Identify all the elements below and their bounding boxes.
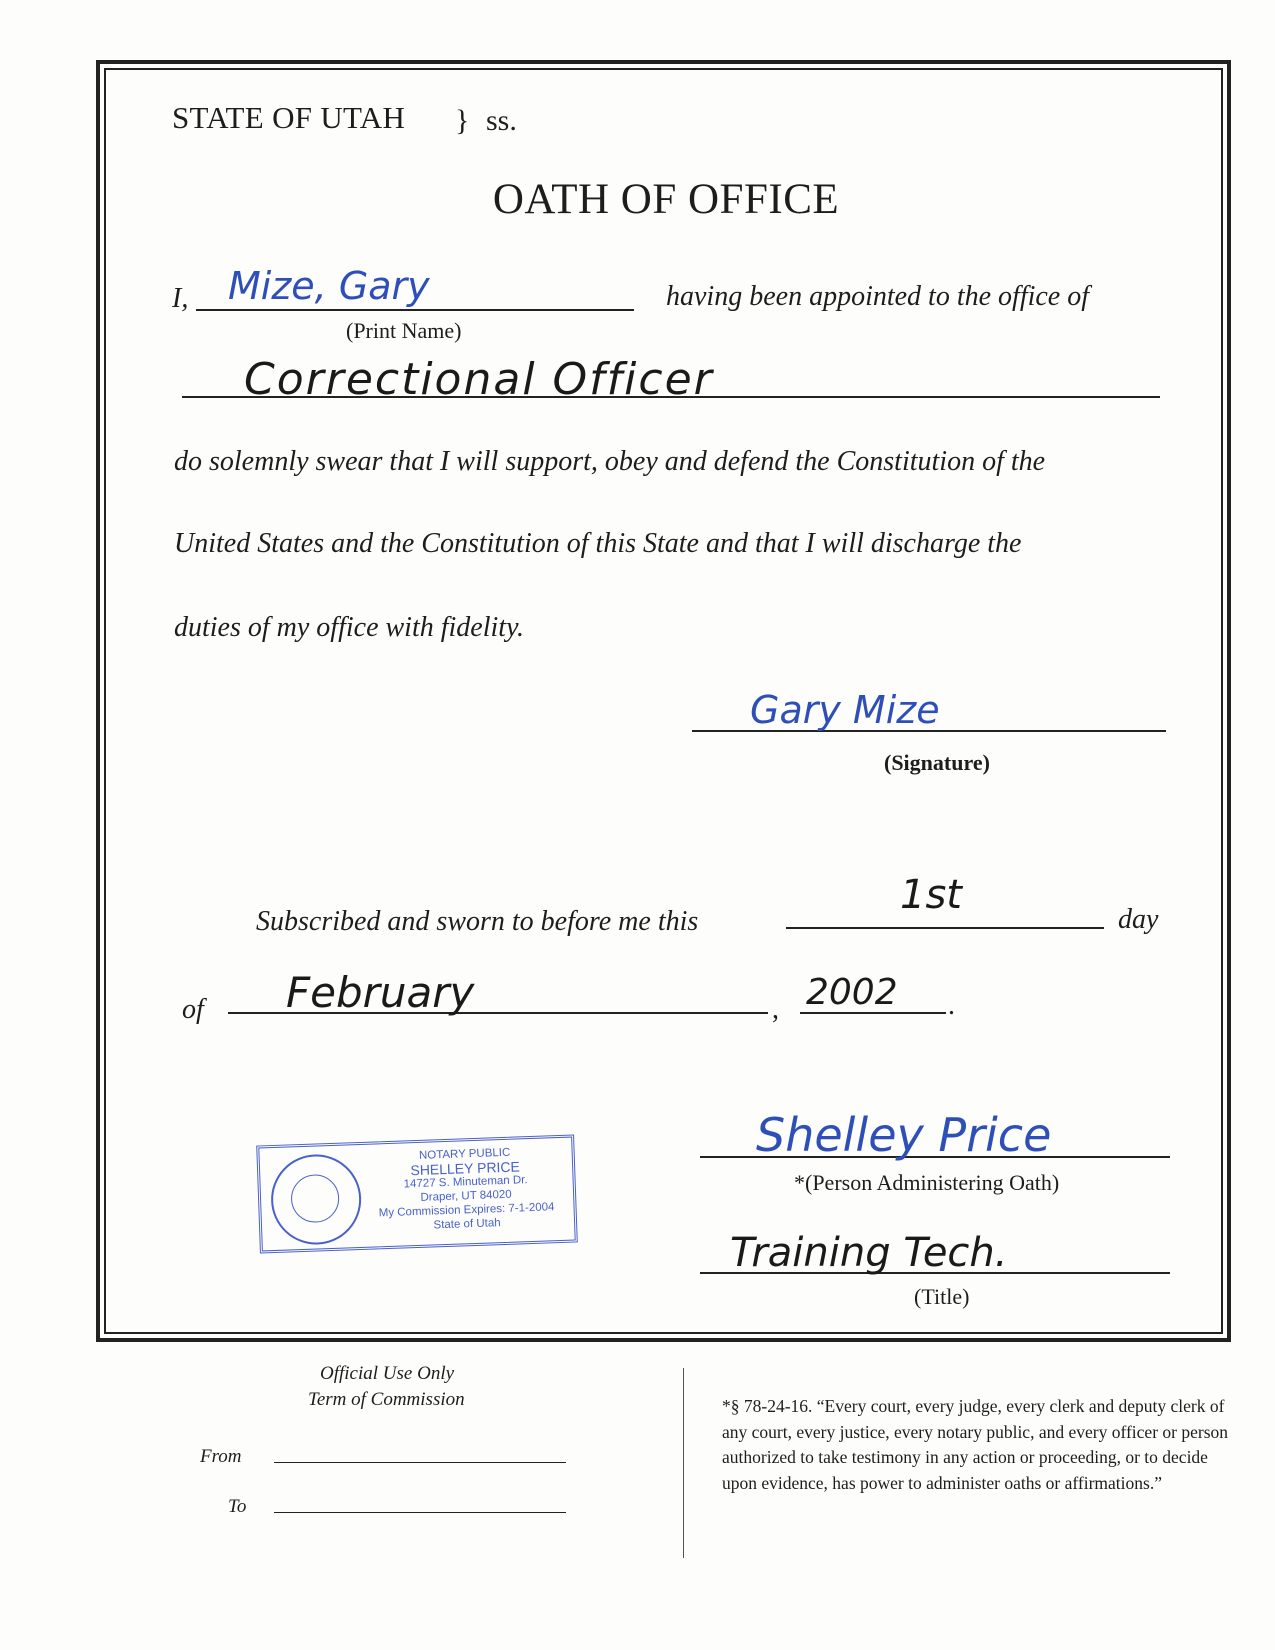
from-line [274, 1462, 566, 1463]
stamp-line: My Commission Expires: 7-1-2004 [378, 1201, 555, 1220]
oath-line-1: do solemnly swear that I will support, obey and defend the Constitution of the [174, 446, 1046, 477]
venue-ss: ss. [486, 104, 517, 137]
state-seal-icon [270, 1153, 363, 1246]
state-heading: STATE OF UTAH [172, 100, 406, 135]
to-label: To [228, 1496, 247, 1517]
date-comma: , [772, 994, 779, 1025]
signature-caption: (Signature) [884, 750, 990, 775]
day-line [786, 927, 1104, 929]
name-line [196, 309, 634, 311]
day-handwriting: 1st [900, 872, 962, 918]
administrator-caption: *(Person Administering Oath) [794, 1170, 1060, 1195]
subscribed-text: Subscribed and sworn to before me this [256, 906, 699, 937]
month-handwriting: February [286, 968, 475, 1017]
administrator-signature-handwriting: Shelley Price [756, 1108, 1052, 1162]
signature-handwriting: Gary Mize [750, 688, 940, 732]
venue-brace: } [455, 104, 470, 137]
footer-divider [683, 1368, 684, 1558]
year-handwriting: 2002 [806, 972, 898, 1013]
of-word: of [182, 994, 204, 1025]
appointed-text: having been appointed to the office of [666, 281, 1090, 312]
oath-line-3: duties of my office with fidelity. [174, 612, 524, 643]
stamp-line: 14727 S. Minuteman Dr. [403, 1174, 528, 1191]
oath-prefix: I, [172, 283, 189, 314]
day-word: day [1118, 904, 1159, 935]
stamp-text [359, 1144, 572, 1235]
stamp-line: Draper, UT 84020 [420, 1188, 512, 1204]
printed-name-handwriting: Mize, Gary [228, 264, 430, 308]
official-use-label: Official Use Only [320, 1363, 455, 1384]
oath-line-2: United States and the Constitution of this State and that I will discharge the [174, 528, 1022, 559]
to-line [274, 1512, 566, 1513]
title-caption: (Title) [914, 1284, 970, 1309]
stamp-line: State of Utah [433, 1217, 501, 1232]
title-handwriting: Training Tech. [730, 1230, 1008, 1276]
notary-stamp [256, 1134, 578, 1253]
state-seal-center-icon [290, 1174, 340, 1224]
term-of-commission-label: Term of Commission [308, 1389, 465, 1410]
date-period: . [948, 990, 955, 1021]
office-handwriting: Correctional Officer [244, 354, 714, 405]
print-name-caption: (Print Name) [346, 318, 462, 343]
document-title: OATH OF OFFICE [492, 176, 840, 223]
stamp-line: SHELLEY PRICE [410, 1158, 521, 1179]
stamp-line: NOTARY PUBLIC [418, 1146, 511, 1162]
statute-text: *§ 78-24-16. “Every court, every judge, every clerk and deputy clerk of any court, every justice, every notary public, and every officer or person authorized to take testimony in any action or proceeding, or to decide upon evidence, has power to administer oaths or affirmations.” [722, 1396, 1229, 1493]
from-label: From [200, 1446, 242, 1467]
